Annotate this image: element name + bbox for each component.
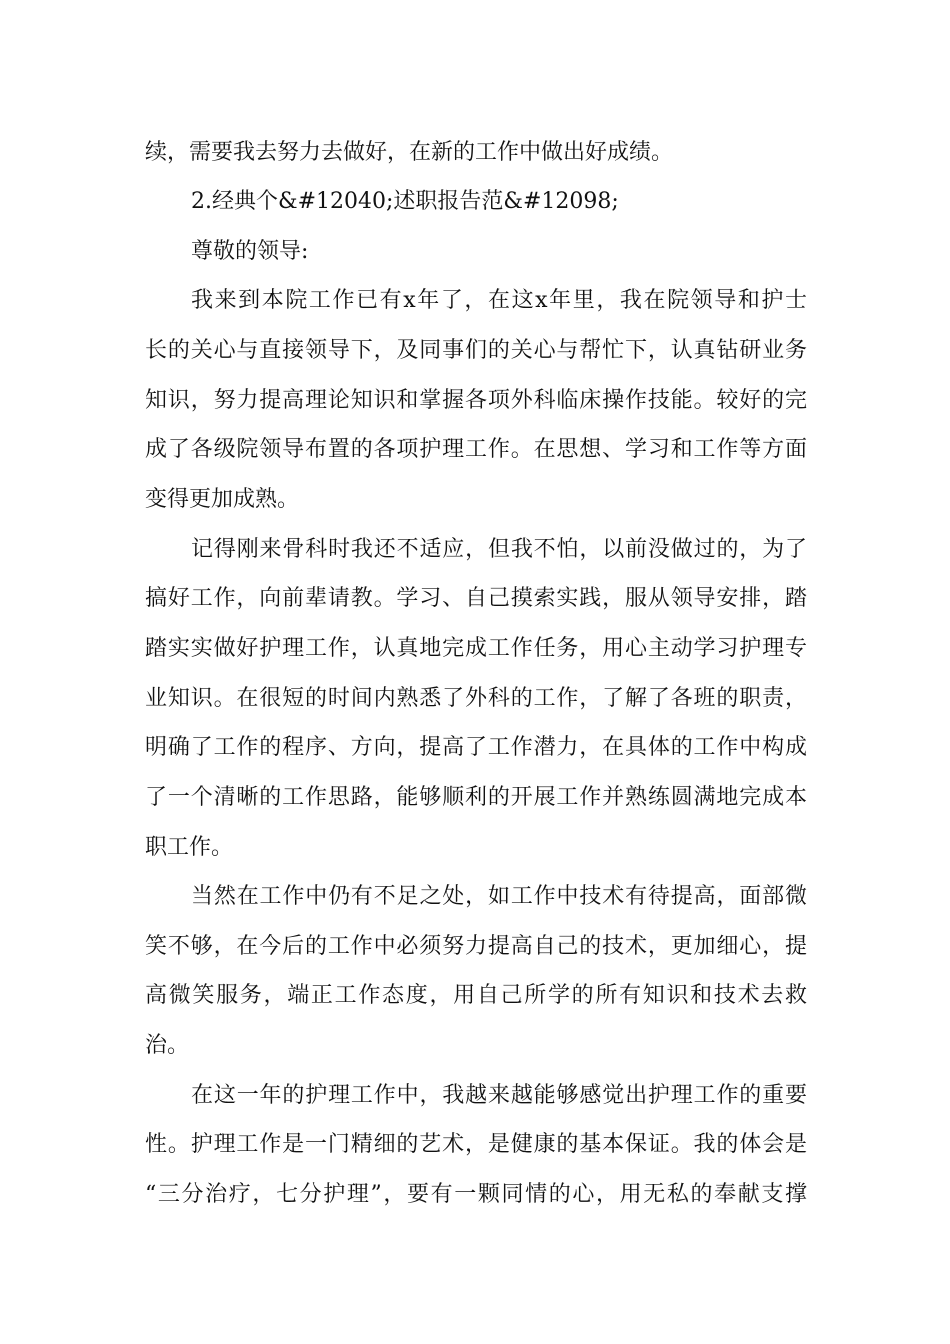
section-heading: 2.经典个&#12040;述职报告范&#12098; (191, 189, 619, 214)
paragraph-line: 业知识。在很短的时间内熟悉了外科的工作，了解了各班的职责， (145, 686, 807, 711)
paragraph-line: 高微笑服务，端正工作态度，用自己所学的所有知识和技术去救 (145, 983, 807, 1008)
paragraph-line: 成了各级院领导布置的各项护理工作。在思想、学习和工作等方面 (145, 437, 807, 462)
paragraph-line: 职工作。 (145, 835, 234, 860)
salutation: 尊敬的领导: (191, 239, 309, 264)
paragraph-line: 踏实实做好护理工作，认真地完成工作任务，用心主动学习护理专 (145, 636, 807, 661)
paragraph-line: 续，需要我去努力去做好，在新的工作中做出好成绩。 (145, 140, 674, 165)
paragraph-line: 明确了工作的程序、方向，提高了工作潜力，在具体的工作中构成 (145, 735, 807, 760)
paragraph-line: 笑不够，在今后的工作中必须努力提高自己的技术，更加细心，提 (145, 934, 807, 959)
paragraph-line: 变得更加成熟。 (145, 487, 300, 512)
paragraph-line: 我来到本院工作已有x年了，在这x年里，我在院领导和护士 (191, 288, 807, 313)
paragraph-line: 搞好工作，向前辈请教。学习、自己摸索实践，服从领导安排，踏 (145, 586, 807, 611)
paragraph-line: 知识，努力提高理论知识和掌握各项外科临床操作技能。较好的完 (145, 388, 807, 413)
paragraph-line: 长的关心与直接领导下，及同事们的关心与帮忙下，认真钻研业务 (145, 338, 807, 363)
paragraph-line: 了一个清晰的工作思路，能够顺利的开展工作并熟练圆满地完成本 (145, 785, 807, 810)
paragraph-line: “三分治疗，七分护理”，要有一颗同情的心，用无私的奉献支撑 (145, 1182, 807, 1207)
paragraph-line: 性。护理工作是一门精细的艺术，是健康的基本保证。我的体会是 (145, 1132, 807, 1157)
paragraph-line: 治。 (145, 1033, 190, 1058)
paragraph-line: 当然在工作中仍有不足之处，如工作中技术有待提高，面部微 (191, 884, 807, 909)
paragraph-line: 记得刚来骨科时我还不适应，但我不怕，以前没做过的，为了 (191, 537, 807, 562)
paragraph-line: 在这一年的护理工作中，我越来越能够感觉出护理工作的重要 (191, 1083, 807, 1108)
